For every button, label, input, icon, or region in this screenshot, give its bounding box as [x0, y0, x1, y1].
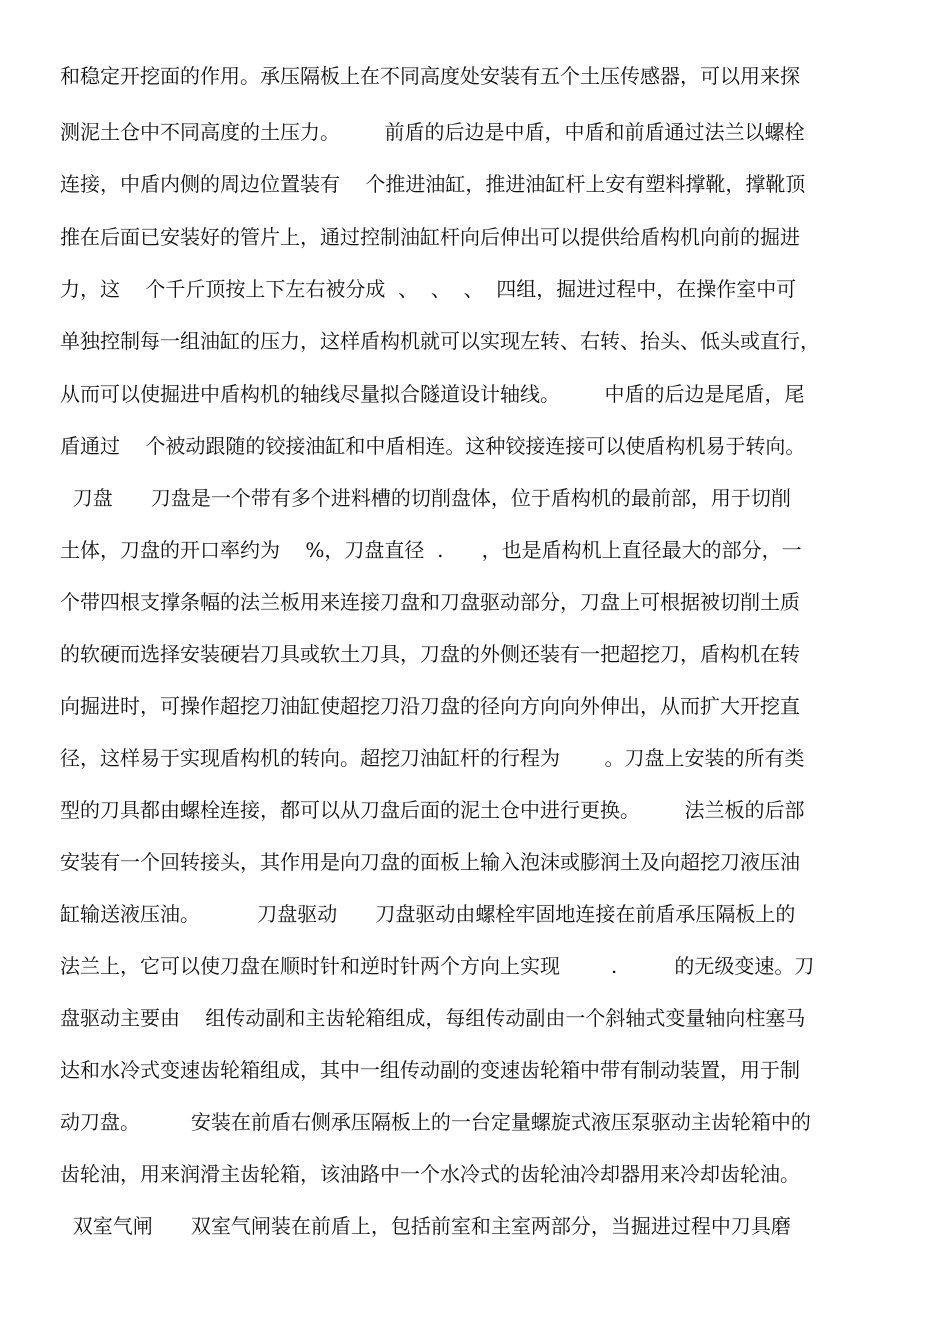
text-line-10: 土体，刀盘的开口率约为 %，刀盘直径 . ，也是盾构机上直径最大的部分，一	[60, 538, 802, 562]
text-line-18: 法兰上，它可以使刀盘在顺时针和逆时针两个方向上实现 . 的无级变速。刀	[60, 954, 815, 978]
text-line-11: 个带四根支撑条幅的法兰板用来连接刀盘和刀盘驱动部分，刀盘上可根据被切削土质	[60, 590, 800, 614]
text-line-17: 缸输送液压油。 刀盘驱动 刀盘驱动由螺栓牢固地连接在前盾承压隔板上的	[60, 902, 796, 926]
text-line-15: 型的刀具都由螺栓连接，都可以从刀盘后面的泥土仓中进行更换。 法兰板的后部	[60, 798, 805, 822]
text-line-16: 安装有一个回转接头，其作用是向刀盘的面板上输入泡沫或膨润土及向超挖刀液压油	[60, 850, 800, 874]
text-line-12: 的软硬而选择安装硬岩刀具或软土刀具，刀盘的外侧还装有一把超挖刀，盾构机在转	[60, 642, 800, 666]
text-line-21: 动刀盘。 安装在前盾右侧承压隔板上的一台定量螺旋式液压泵驱动主齿轮箱中的	[60, 1110, 811, 1134]
text-line-4: 推在后面已安装好的管片上，通过控制油缸杆向后伸出可以提供给盾构机向前的掘进	[60, 225, 800, 249]
text-line-3: 连接，中盾内侧的周边位置装有 个推进油缸，推进油缸杆上安有塑料撑靴，撑靴顶	[60, 172, 806, 196]
text-line-8: 盾通过 个被动跟随的铰接油缸和中盾相连。这种铰接连接可以使盾构机易于转向。	[60, 434, 806, 458]
text-line-20: 达和水冷式变速齿轮箱组成，其中一组传动副的变速齿轮箱中带有制动装置，用于制	[60, 1058, 800, 1082]
text-line-9: 刀盘 刀盘是一个带有多个进料槽的切削盘体，位于盾构机的最前部，用于切削	[60, 486, 791, 510]
text-line-7: 从而可以使掘进中盾构机的轴线尽量拟合隧道设计轴线。 中盾的后边是尾盾，尾	[60, 382, 805, 406]
text-line-13: 向掘进时，可操作超挖刀油缸使超挖刀沿刀盘的径向方向向外伸出，从而扩大开挖直	[60, 694, 800, 718]
text-line-1: 和稳定开挖面的作用。承压隔板上在不同高度处安装有五个土压传感器，可以用来探	[60, 64, 800, 88]
text-line-2: 测泥土仓中不同高度的土压力。 前盾的后边是中盾，中盾和前盾通过法兰以螺栓	[60, 120, 805, 144]
text-line-5: 力，这 个千斤顶按上下左右被分成 、 、 、 四组，掘进过程中，在操作室中可	[60, 277, 797, 301]
text-line-19: 盘驱动主要由 组传动副和主齿轮箱组成，每组传动副由一个斜轴式变量轴向柱塞马	[60, 1006, 806, 1030]
text-line-22: 齿轮油，用来润滑主齿轮箱，该油路中一个水冷式的齿轮油冷却器用来冷却齿轮油。	[60, 1162, 800, 1186]
text-line-23: 双室气闸 双室气闸装在前盾上，包括前室和主室两部分，当掘进过程中刀具磨	[60, 1214, 791, 1238]
text-line-14: 径，这样易于实现盾构机的转向。超挖刀油缸杆的行程为 。刀盘上安装的所有类	[60, 746, 805, 770]
text-line-6: 单独控制每一组油缸的压力，这样盾构机就可以实现左转、右转、抬头、低头或直行，	[60, 329, 820, 353]
